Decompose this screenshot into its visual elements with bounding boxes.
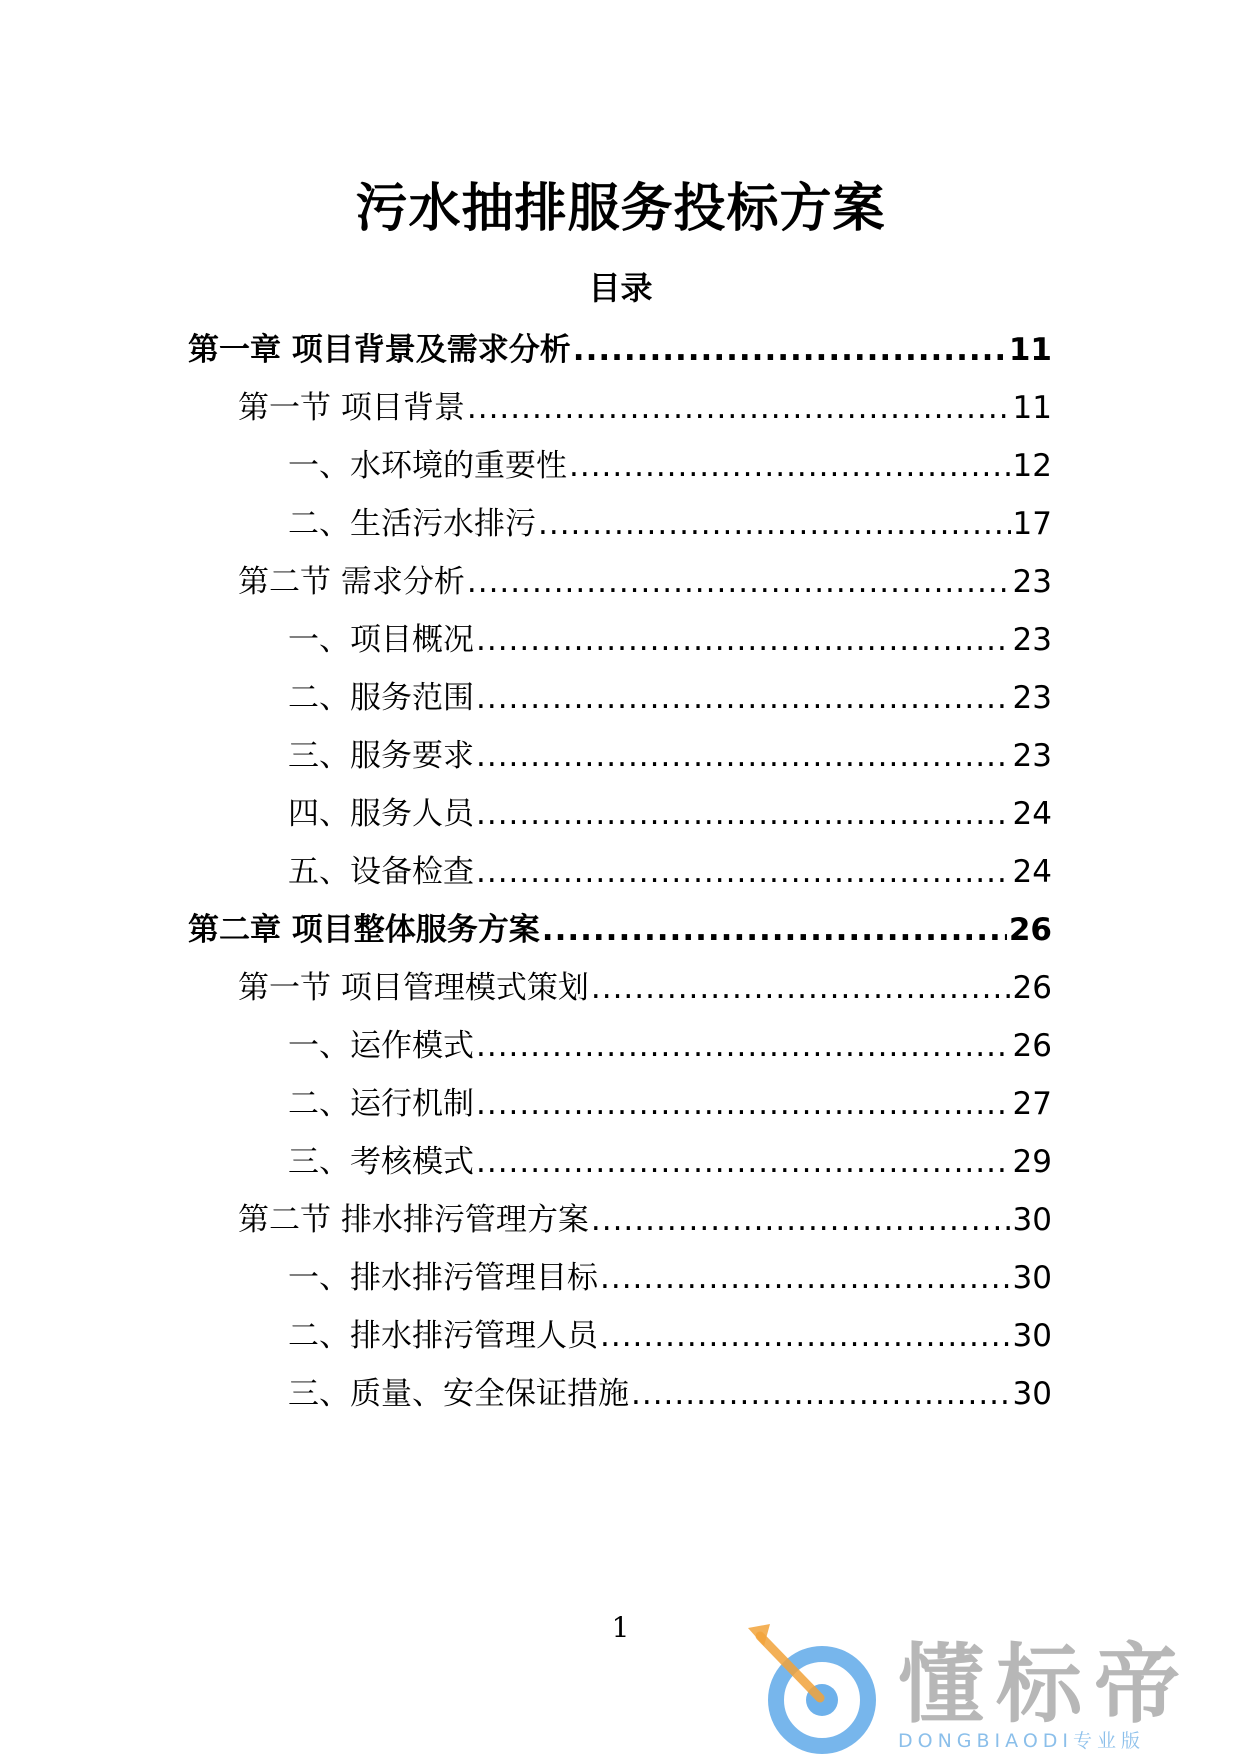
toc-dot-leader [569,440,1011,492]
toc-dot-leader [467,382,1011,434]
toc-dot-leader [476,672,1011,724]
toc-entry[interactable] [288,672,1052,724]
toc-entry[interactable] [238,382,1052,434]
toc-dot-leader [631,1368,1011,1420]
toc-entry-label: 三、服务要求 [288,738,474,774]
watermark-brand-name: 懂标帝 [898,1635,1192,1735]
toc-entry-label: 三、考核模式 [288,1144,474,1180]
toc-entry-page: 23 [1012,564,1052,600]
toc-entry-label: 二、生活污水排污 [288,506,536,542]
toc-entry-page: 30 [1012,1202,1052,1238]
toc-entry-page: 24 [1012,796,1052,832]
toc-entry-label: 五、设备检查 [288,854,474,890]
toc-entry[interactable] [288,788,1052,840]
toc-entry-label: 一、项目概况 [288,622,474,658]
toc-dot-leader [591,962,1011,1014]
toc-entry[interactable] [288,1368,1052,1420]
toc-entry[interactable] [288,614,1052,666]
toc-entry-page: 30 [1012,1260,1052,1296]
toc-entry-label: 二、服务范围 [288,680,474,716]
toc-entry-page: 29 [1012,1144,1052,1180]
toc-entry[interactable] [238,1194,1052,1246]
toc-entry[interactable] [188,324,1052,376]
toc-entry[interactable] [238,556,1052,608]
toc-entry-page: 23 [1012,622,1052,658]
toc-entry-page: 23 [1012,738,1052,774]
toc-entry-label: 一、水环境的重要性 [288,448,567,484]
toc-dot-leader [573,324,1007,376]
toc-dot-leader [476,1078,1011,1130]
toc-entry-page: 26 [1008,912,1052,948]
toc-entry[interactable] [288,1078,1052,1130]
toc-dot-leader [591,1194,1011,1246]
toc-entry[interactable] [188,904,1052,956]
toc-entry-page: 23 [1012,680,1052,716]
toc-entry-page: 17 [1012,506,1052,542]
toc-entry-page: 27 [1012,1086,1052,1122]
page-number: 1 [611,1611,630,1644]
toc-entry-label: 三、质量、安全保证措施 [288,1376,629,1412]
toc-entry[interactable] [288,730,1052,782]
toc-dot-leader [476,614,1011,666]
toc-entry-page: 30 [1012,1376,1052,1412]
toc-dot-leader [600,1310,1011,1362]
toc-entry-label: 第一章 项目背景及需求分析 [188,332,571,368]
toc-dot-leader [538,498,1011,550]
toc-entry-label: 第二节 排水排污管理方案 [238,1202,589,1238]
watermark [740,1614,1241,1754]
toc-dot-leader [600,1252,1011,1304]
toc-entry[interactable] [238,962,1052,1014]
toc-entry-page: 30 [1012,1318,1052,1354]
toc-entry-label: 二、运行机制 [288,1086,474,1122]
toc-entry-label: 一、运作模式 [288,1028,474,1064]
toc-entry-page: 11 [1012,390,1052,426]
toc-entry-page: 26 [1012,970,1052,1006]
target-arrow-icon [740,1614,890,1754]
toc-entry-label: 二、排水排污管理人员 [288,1318,598,1354]
toc-entry-page: 24 [1012,854,1052,890]
toc-entry[interactable] [288,846,1052,898]
document-title: 污水抽排服务投标方案 [355,179,886,239]
toc-dot-leader [542,904,1007,956]
toc-entry-page: 12 [1012,448,1052,484]
toc-dot-leader [476,1136,1011,1188]
toc-entry[interactable] [288,440,1052,492]
toc-heading: 目录 [588,269,653,307]
toc-dot-leader [476,788,1011,840]
toc-entry-label: 第一节 项目背景 [238,390,465,426]
toc-entry[interactable] [288,1020,1052,1072]
toc-entry-label: 第二节 需求分析 [238,564,465,600]
toc-entry[interactable] [288,1252,1052,1304]
toc-entry-label: 第一节 项目管理模式策划 [238,970,589,1006]
toc-entry-page: 11 [1008,332,1052,368]
toc-dot-leader [476,846,1011,898]
toc-dot-leader [476,730,1011,782]
toc-dot-leader [467,556,1011,608]
toc-entry[interactable] [288,498,1052,550]
toc-entry-label: 第二章 项目整体服务方案 [188,912,540,948]
toc-entry[interactable] [288,1310,1052,1362]
toc-entry-label: 四、服务人员 [288,796,474,832]
toc-dot-leader [476,1020,1011,1072]
toc-entry[interactable] [288,1136,1052,1188]
toc-entry-label: 一、排水排污管理目标 [288,1260,598,1296]
watermark-subtitle: DONGBIAODI专业版 [898,1730,1146,1752]
toc-entry-page: 26 [1012,1028,1052,1064]
